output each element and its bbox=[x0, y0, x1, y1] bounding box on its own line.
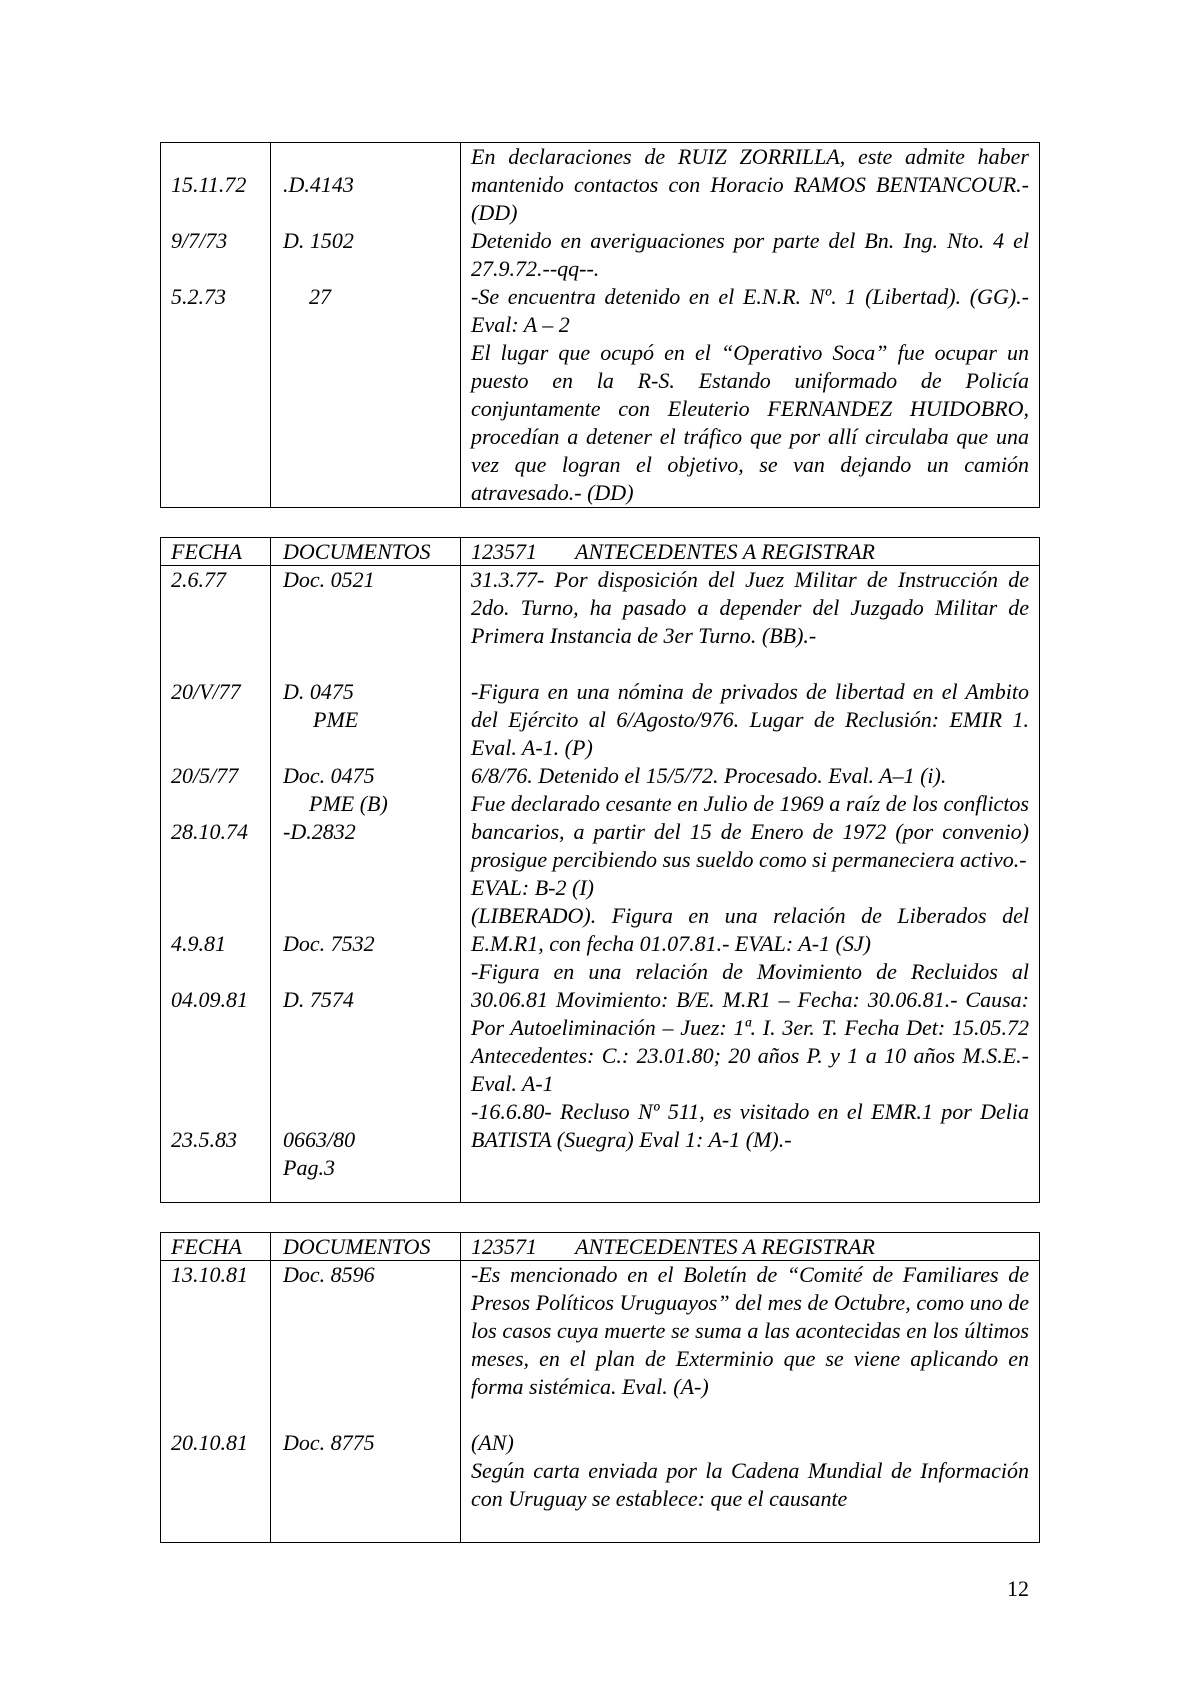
doc-cell: PME bbox=[313, 707, 359, 732]
doc-cell: Pag.3 bbox=[283, 1155, 335, 1180]
documentos-column bbox=[271, 566, 461, 1202]
doc-cell: 0663/80 bbox=[283, 1127, 356, 1152]
header-antecedentes bbox=[461, 1233, 1039, 1260]
header-antecedentes bbox=[461, 538, 1039, 565]
doc-cell: Doc. 0521 bbox=[283, 567, 375, 592]
entry-text: Detenido en averiguaciones por parte del Bn. Ing. Nto. 4 el 27.9.72.--qq--. bbox=[471, 228, 1029, 281]
entry-text: 6/8/76. Detenido el 15/5/72. Procesado. Eval. A–1 (i). bbox=[471, 763, 947, 788]
fecha-cell: 23.5.83 bbox=[171, 1127, 237, 1152]
entry-text: (LIBERADO). Figura en una relación de Liberados del E.M.R1, con fecha 01.07.81.- EVAL: A-1 (SJ) bbox=[471, 903, 1029, 956]
antecedentes-column bbox=[461, 566, 1039, 1202]
fecha-cell: 9/7/73 bbox=[171, 228, 228, 253]
fecha-cell: 15.11.72 bbox=[171, 172, 247, 197]
entry-text: En declaraciones de RUIZ ZORRILLA, este admite haber mantenido contactos con Horacio RAMOS BENTANCOUR.- (DD) bbox=[471, 144, 1029, 225]
entry-text: 31.3.77- Por disposición del Juez Militar de Instrucción de 2do. Turno, ha pasado a depender del Juzgado Militar de Primera Instancia de 3er Turno. (BB).- bbox=[471, 567, 1029, 648]
record-table-3 bbox=[160, 1232, 1040, 1543]
header-documentos: DOCUMENTOS bbox=[271, 1233, 461, 1260]
entry-text: Fue declarado cesante en Julio de 1969 a raíz de los conflictos bancarios, a partir del 15 de Enero de 1972 (por convenio) prosigue percibiendo sus sueldo como si permaneciera activo.- bbox=[471, 791, 1029, 872]
fecha-cell: 20.10.81 bbox=[171, 1430, 248, 1455]
entry-text: (AN) bbox=[471, 1430, 514, 1455]
doc-cell: D. 1502 bbox=[283, 228, 354, 253]
fecha-column bbox=[161, 143, 271, 507]
antecedentes-column bbox=[461, 1261, 1039, 1542]
fecha-cell: 20/V/77 bbox=[171, 679, 241, 704]
header-number: 123571 bbox=[471, 1234, 537, 1259]
doc-cell: -D.2832 bbox=[283, 819, 356, 844]
fecha-column bbox=[161, 1261, 271, 1542]
record-table-2 bbox=[160, 537, 1040, 1203]
table-header bbox=[161, 1233, 1039, 1261]
entry-text: -Es mencionado en el Boletín de “Comité de Familiares de Presos Políticos Uruguayos” del mes de Octubre, como uno de los casos cuya muerte se suma a las acontecidas en los últimos meses, en el plan de Exterminio que se viene aplicando en forma sistémica. Eval. (A-) bbox=[471, 1262, 1029, 1399]
doc-cell: 27 bbox=[309, 284, 331, 309]
doc-cell: Doc. 0475 bbox=[283, 763, 375, 788]
fecha-cell: 4.9.81 bbox=[171, 931, 226, 956]
header-title: ANTECEDENTES A REGISTRAR bbox=[575, 539, 875, 564]
header-fecha: FECHA bbox=[161, 538, 271, 565]
entry-text: -16.6.80- Recluso Nº 511, es visitado en el EMR.1 por Delia BATISTA (Suegra) Eval 1: A-1 (M).- bbox=[471, 1099, 1029, 1152]
doc-cell: D. 7574 bbox=[283, 987, 354, 1012]
doc-cell: Doc. 8596 bbox=[283, 1262, 375, 1287]
fecha-cell: 04.09.81 bbox=[171, 987, 248, 1012]
fecha-cell: 2.6.77 bbox=[171, 567, 226, 592]
fecha-cell: 13.10.81 bbox=[171, 1262, 248, 1287]
entry-text: EVAL: B-2 (I) bbox=[471, 875, 594, 900]
page-number: 12 bbox=[1007, 1576, 1029, 1601]
header-number: 123571 bbox=[471, 539, 537, 564]
documentos-column bbox=[271, 143, 461, 507]
entry-text: -Se encuentra detenido en el E.N.R. Nº. 1 (Libertad). (GG).- Eval: A – 2 bbox=[471, 284, 1029, 337]
entry-text: Según carta enviada por la Cadena Mundial de Información con Uruguay se establece: que el causante bbox=[471, 1458, 1029, 1511]
antecedentes-column bbox=[461, 143, 1039, 507]
record-table-1 bbox=[160, 142, 1040, 508]
fecha-cell: 28.10.74 bbox=[171, 819, 248, 844]
entry-text: -Figura en una nómina de privados de libertad en el Ambito del Ejército al 6/Agosto/976. Lugar de Reclusión: EMIR 1. Eval. A-1. (P) bbox=[471, 679, 1029, 760]
doc-cell: .D.4143 bbox=[283, 172, 354, 197]
doc-cell: Doc. 7532 bbox=[283, 931, 375, 956]
table-header bbox=[161, 538, 1039, 566]
header-title: ANTECEDENTES A REGISTRAR bbox=[575, 1234, 875, 1259]
documentos-column bbox=[271, 1261, 461, 1542]
fecha-cell: 20/5/77 bbox=[171, 763, 239, 788]
doc-cell: Doc. 8775 bbox=[283, 1430, 375, 1455]
doc-cell: PME (B) bbox=[309, 791, 388, 816]
fecha-cell: 5.2.73 bbox=[171, 284, 226, 309]
doc-cell: D. 0475 bbox=[283, 679, 354, 704]
entry-text: El lugar que ocupó en el “Operativo Soca” fue ocupar un puesto en la R-S. Estando uniformado de Policía conjuntamente con Eleuterio FERNANDEZ HUIDOBRO, procedían a detener el tráfico que por allí circulaba que una vez que logran el objetivo, se van dejando un camión atravesado.- (DD) bbox=[471, 340, 1029, 505]
header-fecha: FECHA bbox=[161, 1233, 271, 1260]
entry-text: -Figura en una relación de Movimiento de Recluidos al 30.06.81 Movimiento: B/E. M.R1 – Fecha: 30.06.81.- Causa: Por Autoeliminación – Juez: 1ª. I. 3er. T. Fecha Det: 15.05.72 Antecedentes: C.: 23.01.80; 20 años P. y 1 a 10 años M.S.E.- Eval. A-1 bbox=[471, 959, 1029, 1096]
header-documentos: DOCUMENTOS bbox=[271, 538, 461, 565]
fecha-column bbox=[161, 566, 271, 1202]
